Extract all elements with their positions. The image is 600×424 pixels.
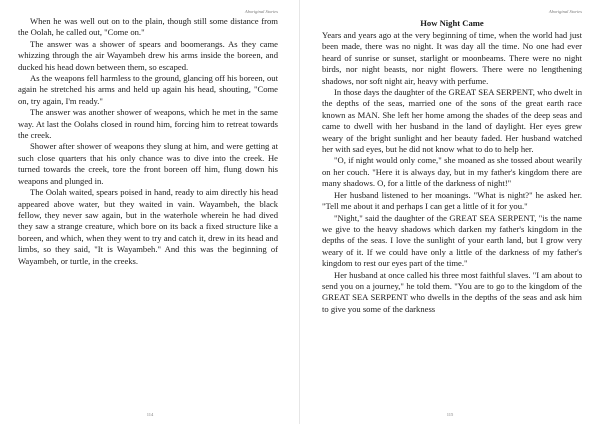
paragraph: The answer was a shower of spears and boomerangs. As they came whizzing through the air Wayambeh drew his arms inside the boreen, and ducked his head down between them, so escaped. [18,38,278,72]
running-head: Aboriginal Stories [548,9,582,14]
right-page [300,0,600,424]
page-number: 114 [146,412,154,417]
paragraph: Shower after shower of weapons they slung at him, and were getting at such close quarters that his only chance was to dive into the creek. He turned towards the creek, tore the front boreen off him, flung down his weapons and plunged in. [18,141,278,186]
page-number: 115 [446,412,454,417]
paragraph: Her husband listened to her moanings. "What is night?" he asked her. "Tell me about it and perhaps I can get a little of it for you." [322,189,582,212]
paragraph: The answer was another shower of weapons, which he met in the same way. At last the Oolahs closed in round him, forcing him to retreat towards the creek. [18,107,278,141]
running-head: Aboriginal Stories [244,9,278,14]
paragraph: The Oolah waited, spears poised in hand, ready to aim directly his head appeared above water, but they waited in vain. Wayambeh, the black fellow, they never saw again, but in the waterhole wherein he had dived they saw a strange creature, which bore on its back a fixed structure like a boreen, and which, when they went to try and catch it, drew in its head and limbs, so they said, "It is Wayambeh." And this was the beginning of Wayambeh, or turtle, in the creeks. [18,187,278,266]
paragraph: Years and years ago at the very beginning of time, when the world had just been made, there was no night. It was day all the time. No one had ever heard of sunrise or sunset, starlight or moonbeams. There were no night birds, nor night beasts, nor night flowers. There were no lengthening shadows, nor soft night air, heavy with perfume. [322,30,582,86]
paragraph: When he was well out on to the plain, though still some distance from the Oolah, he called out, "Come on." [18,16,278,38]
chapter-title: How Night Came [420,18,484,28]
paragraph: As the weapons fell harmless to the ground, glancing off his boreen, out again he stretched his arms and held up again his head, shouting, "Come on, try again, I'm ready." [18,73,278,106]
paragraph: Her husband at once called his three most faithful slaves. "I am about to send you on a journey," he told them. "You are to go to the kingdom of the GREAT SEA SERPENT who dwells in the depths of the seas and ask him to give you some of the darkness [322,269,582,314]
body-text [18,16,278,267]
paragraph: "Night," said the daughter of the GREAT SEA SERPENT, "is the name we give to the heavy shadows which darken my father's kingdom in the depths of the seas. I love the sunlight of your earth land, but I grow very weary of it. If we could have only a little of the darkness of my father's kingdom to rest our eyes part of the time." [322,212,582,269]
paragraph: "O, if night would only come," she moaned as she tossed about wearily on her couch. "Here it is always day, but in my father's kingdom there are many shadows. O, for a little of the darkness of night!" [322,155,582,189]
paragraph: In those days the daughter of the GREAT SEA SERPENT, who dwelt in the depths of the seas, married one of the sons of the great earth race known as MAN. She left her home among the shades of the deep seas and came to dwell with her husband in the land of daylight. Her eyes grew weary of the bright sunlight and her beauty faded. Her husband watched her with sad eyes, but he did not know what to do to help her. [322,87,582,155]
body-text [322,30,582,315]
